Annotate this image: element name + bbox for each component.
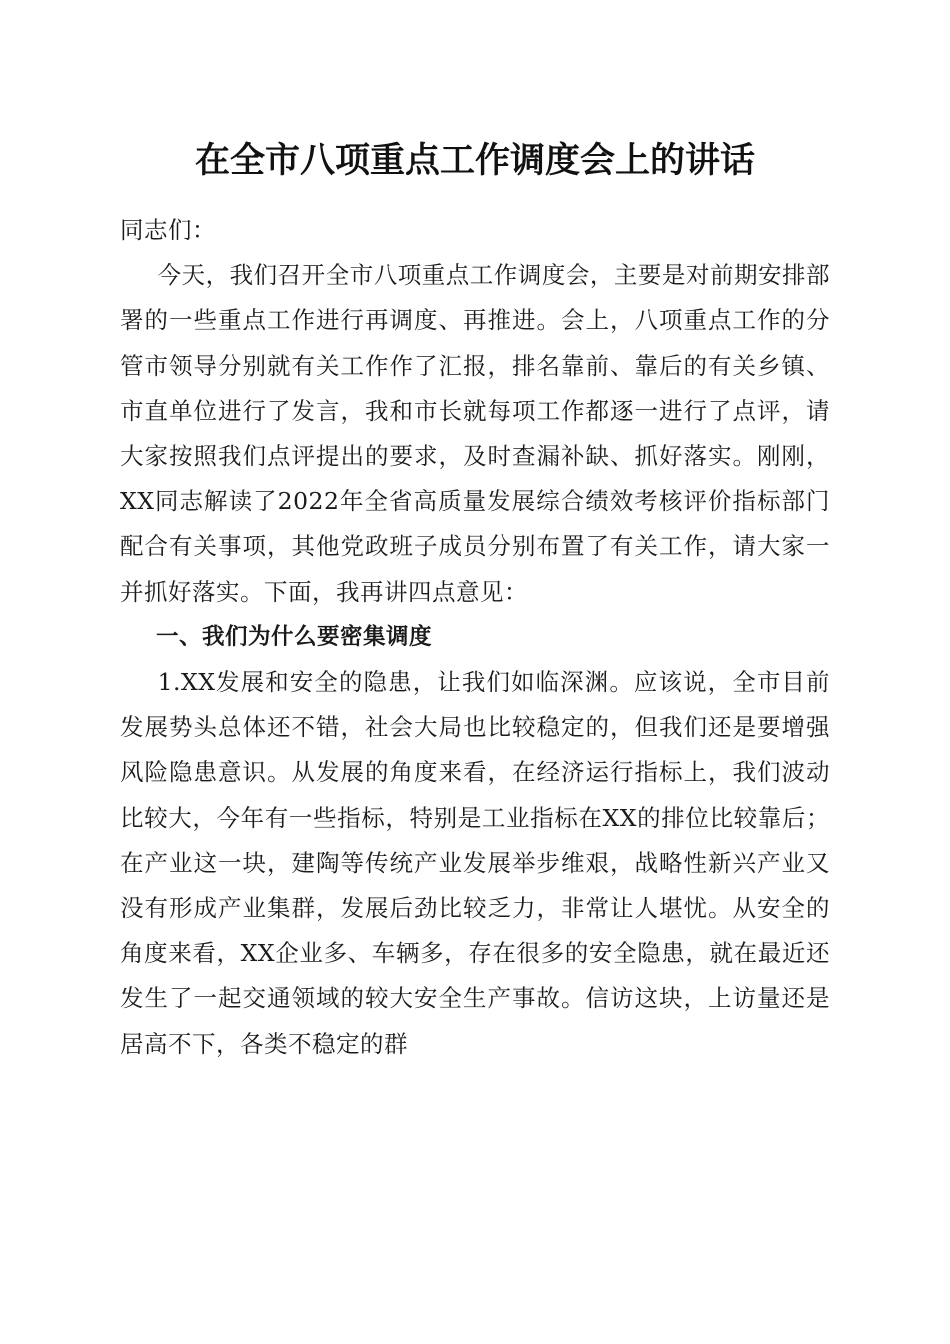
section-paragraph: 1.XX发展和安全的隐患，让我们如临深渊。应该说，全市目前发展势头总体还不错，社会大局也比较稳定的，但我们还是要增强风险隐患意识。从发展的角度来看，在经济运行指标上，我们波动比较大，今年有一些指标，特别是工业指标在XX的排位比较靠后；在产业这一块，建陶等传统产业发展举步维艰，战略性新兴产业又没有形成产业集群，发展后劲比较乏力，非常让人堪忧。从安全的角度来看，XX企业多、车辆多，存在很多的安全隐患，就在最近还发生了一起交通领域的较大安全生产事故。信访这块，上访量还是居高不下，各类不稳定的群: [120, 668, 830, 1058]
section-heading: 一、我们为什么要密集调度: [156, 623, 433, 650]
document-title: 在全市八项重点工作调度会上的讲话: [194, 140, 755, 181]
document-body: [120, 208, 830, 1067]
intro-paragraph: 今天，我们召开全市八项重点工作调度会，主要是对前期安排部署的一些重点工作进行再调度、再推进。会上，八项重点工作的分管市领导分别就有关工作作了汇报，排名靠前、靠后的有关乡镇、市直单位进行了发言，我和市长就每项工作都逐一进行了点评，请大家按照我们点评提出的要求，及时查漏补缺、抓好落实。刚刚，XX同志解读了2022年全省高质量发展综合绩效考核评价指标部门配合有关事项，其他党政班子成员分别布置了有关工作，请大家一并抓好落实。下面，我再讲四点意见：: [120, 261, 830, 606]
salutation: 同志们：: [120, 216, 216, 244]
